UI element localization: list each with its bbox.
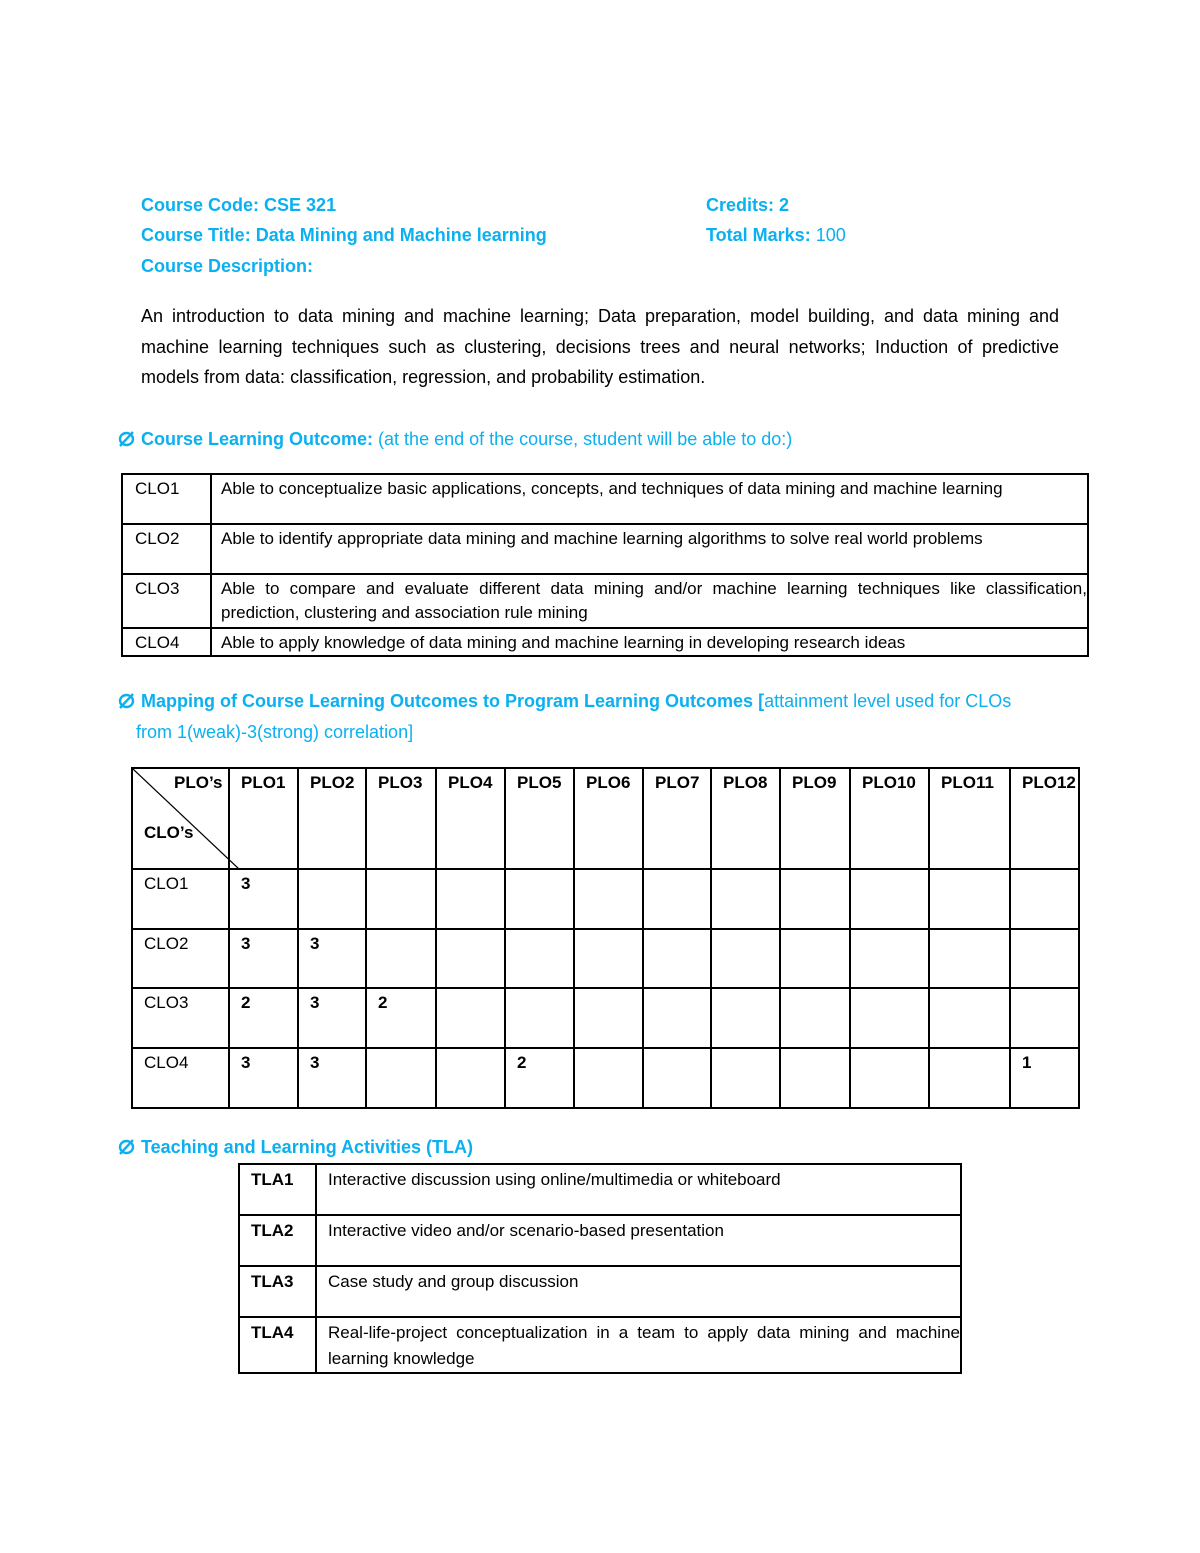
tla-heading-text: Teaching and Learning Activities (TLA)	[141, 1137, 474, 1157]
plo-column-header: PLO10	[850, 768, 929, 869]
mapping-cell: 3	[229, 929, 298, 988]
mapping-cell	[780, 869, 850, 929]
mapping-cell: 3	[298, 929, 366, 988]
mapping-cell: 3	[298, 1048, 366, 1108]
mapping-cell: 3	[229, 1048, 298, 1108]
table-row	[122, 574, 1088, 628]
course-description-label: Course Description:	[141, 256, 314, 276]
tla-code-cell: TLA1	[239, 1164, 316, 1215]
clo-row-header: CLO2	[132, 929, 229, 988]
clo-section-heading	[118, 424, 792, 454]
table-row	[132, 988, 1079, 1048]
mapping-cell	[366, 929, 436, 988]
plo-column-header: PLO11	[929, 768, 1010, 869]
mapping-cell	[643, 929, 711, 988]
mapping-cell	[643, 869, 711, 929]
plo-column-header: PLO6	[574, 768, 643, 869]
empty-set-bullet-icon	[118, 692, 135, 709]
mapping-cell: 2	[366, 988, 436, 1048]
table-row	[122, 628, 1088, 656]
mapping-cell	[929, 869, 1010, 929]
table-row	[132, 869, 1079, 929]
mapping-cell	[850, 988, 929, 1048]
plo-column-header: PLO4	[436, 768, 505, 869]
tla-table	[238, 1163, 962, 1374]
clo-row-header: CLO1	[132, 869, 229, 929]
clo-text-cell: Able to compare and evaluate different data mining and/or machine learning techniques like classification, prediction, clustering and association rule mining	[211, 574, 1088, 628]
mapping-cell	[505, 988, 574, 1048]
empty-set-bullet-icon	[118, 1138, 135, 1155]
mapping-cell	[1010, 988, 1079, 1048]
mapping-cell	[643, 988, 711, 1048]
total-marks-line	[706, 220, 846, 250]
credits-label: Credits:	[706, 195, 775, 215]
mapping-bracket: [	[758, 691, 765, 711]
clo-text-cell: Able to identify appropriate data mining and machine learning algorithms to solve real world problems	[211, 524, 1088, 574]
plo-mapping-table	[131, 767, 1080, 1109]
plo-column-header: PLO2	[298, 768, 366, 869]
plo-column-header: PLO7	[643, 768, 711, 869]
table-row	[132, 929, 1079, 988]
mapping-section-heading	[118, 686, 1090, 717]
credits-value: 2	[779, 195, 790, 215]
tla-code-cell: TLA3	[239, 1266, 316, 1317]
clo-table	[121, 473, 1089, 657]
mapping-cell	[850, 929, 929, 988]
table-row	[132, 1048, 1079, 1108]
mapping-cell	[929, 929, 1010, 988]
table-row	[239, 1266, 961, 1317]
plo-column-header: PLO3	[366, 768, 436, 869]
mapping-cell	[574, 1048, 643, 1108]
mapping-cell	[929, 988, 1010, 1048]
mapping-cell	[711, 988, 780, 1048]
corner-top-label: PLO’s	[174, 773, 223, 792]
mapping-cell	[780, 1048, 850, 1108]
clo-text-cell: Able to conceptualize basic applications, concepts, and techniques of data mining and machine learning	[211, 474, 1088, 524]
mapping-cell	[711, 929, 780, 988]
clo-code-cell: CLO1	[122, 474, 211, 524]
tla-code-cell: TLA4	[239, 1317, 316, 1373]
tla-text-cell: Interactive video and/or scenario-based presentation	[316, 1215, 961, 1266]
mapping-heading-text: Mapping of Course Learning Outcomes to Program Learning Outcomes	[141, 691, 754, 711]
mapping-note-part2: from 1(weak)-3(strong) correlation]	[136, 722, 414, 742]
clo-code-cell: CLO2	[122, 524, 211, 574]
corner-bottom-label: CLO’s	[144, 823, 194, 842]
table-row	[239, 1215, 961, 1266]
total-marks-value: 100	[815, 225, 846, 245]
mapping-note-part1: attainment level used for CLOs	[764, 691, 1012, 711]
plo-column-header: PLO1	[229, 768, 298, 869]
table-row	[122, 524, 1088, 574]
mapping-cell: 2	[229, 988, 298, 1048]
mapping-cell	[574, 988, 643, 1048]
course-code-label: Course Code:	[141, 195, 260, 215]
mapping-cell	[643, 1048, 711, 1108]
tla-text-cell: Interactive discussion using online/multimedia or whiteboard	[316, 1164, 961, 1215]
total-marks-label: Total Marks:	[706, 225, 811, 245]
clo-code-cell: CLO3	[122, 574, 211, 628]
mapping-cell	[298, 869, 366, 929]
tla-code-cell: TLA2	[239, 1215, 316, 1266]
credits-line	[706, 190, 789, 220]
mapping-cell	[711, 1048, 780, 1108]
plo-column-header: PLO5	[505, 768, 574, 869]
table-row	[239, 1317, 961, 1373]
tla-text-cell: Real-life-project conceptualization in a team to apply data mining and machine learning knowledge	[316, 1317, 961, 1373]
mapping-cell	[436, 988, 505, 1048]
mapping-cell: 3	[229, 869, 298, 929]
course-code-value: CSE 321	[264, 195, 337, 215]
clo-text-cell: Able to apply knowledge of data mining and machine learning in developing research ideas	[211, 628, 1088, 656]
mapping-cell	[366, 869, 436, 929]
clo-row-header: CLO4	[132, 1048, 229, 1108]
mapping-cell	[780, 988, 850, 1048]
mapping-cell	[711, 869, 780, 929]
course-title-value: Data Mining and Machine learning	[255, 225, 547, 245]
mapping-cell	[436, 1048, 505, 1108]
mapping-cell	[780, 929, 850, 988]
corner-header-cell	[132, 768, 229, 869]
mapping-cell	[505, 929, 574, 988]
plo-column-header: PLO9	[780, 768, 850, 869]
mapping-cell	[574, 929, 643, 988]
mapping-cell	[366, 1048, 436, 1108]
clo-row-header: CLO3	[132, 988, 229, 1048]
clo-heading-text: Course Learning Outcome:	[141, 429, 374, 449]
empty-set-bullet-icon	[118, 430, 135, 447]
course-title-line	[141, 220, 547, 250]
course-title-label: Course Title:	[141, 225, 251, 245]
mapping-cell	[1010, 869, 1079, 929]
tla-section-heading	[118, 1132, 473, 1162]
clo-code-cell: CLO4	[122, 628, 211, 656]
course-description-text: An introduction to data mining and machine learning; Data preparation, model building, and data mining and machine learning techniques such as clustering, decisions trees and neural networks; Induction of predictive models from data: classification, regression, and probability estimation.	[141, 306, 1059, 387]
mapping-cell	[929, 1048, 1010, 1108]
tla-text-cell: Case study and group discussion	[316, 1266, 961, 1317]
clo-subheading-text: (at the end of the course, student will be able to do:)	[378, 429, 793, 449]
mapping-cell	[850, 869, 929, 929]
table-row	[239, 1164, 961, 1215]
mapping-cell	[1010, 929, 1079, 988]
mapping-cell: 1	[1010, 1048, 1079, 1108]
mapping-cell	[574, 869, 643, 929]
mapping-cell	[850, 1048, 929, 1108]
mapping-cell	[436, 929, 505, 988]
mapping-cell	[505, 869, 574, 929]
plo-column-header: PLO12	[1010, 768, 1079, 869]
table-row	[132, 768, 1079, 869]
mapping-cell: 2	[505, 1048, 574, 1108]
course-code-line	[141, 190, 336, 220]
mapping-cell	[436, 869, 505, 929]
table-row	[122, 474, 1088, 524]
plo-column-header: PLO8	[711, 768, 780, 869]
mapping-cell: 3	[298, 988, 366, 1048]
